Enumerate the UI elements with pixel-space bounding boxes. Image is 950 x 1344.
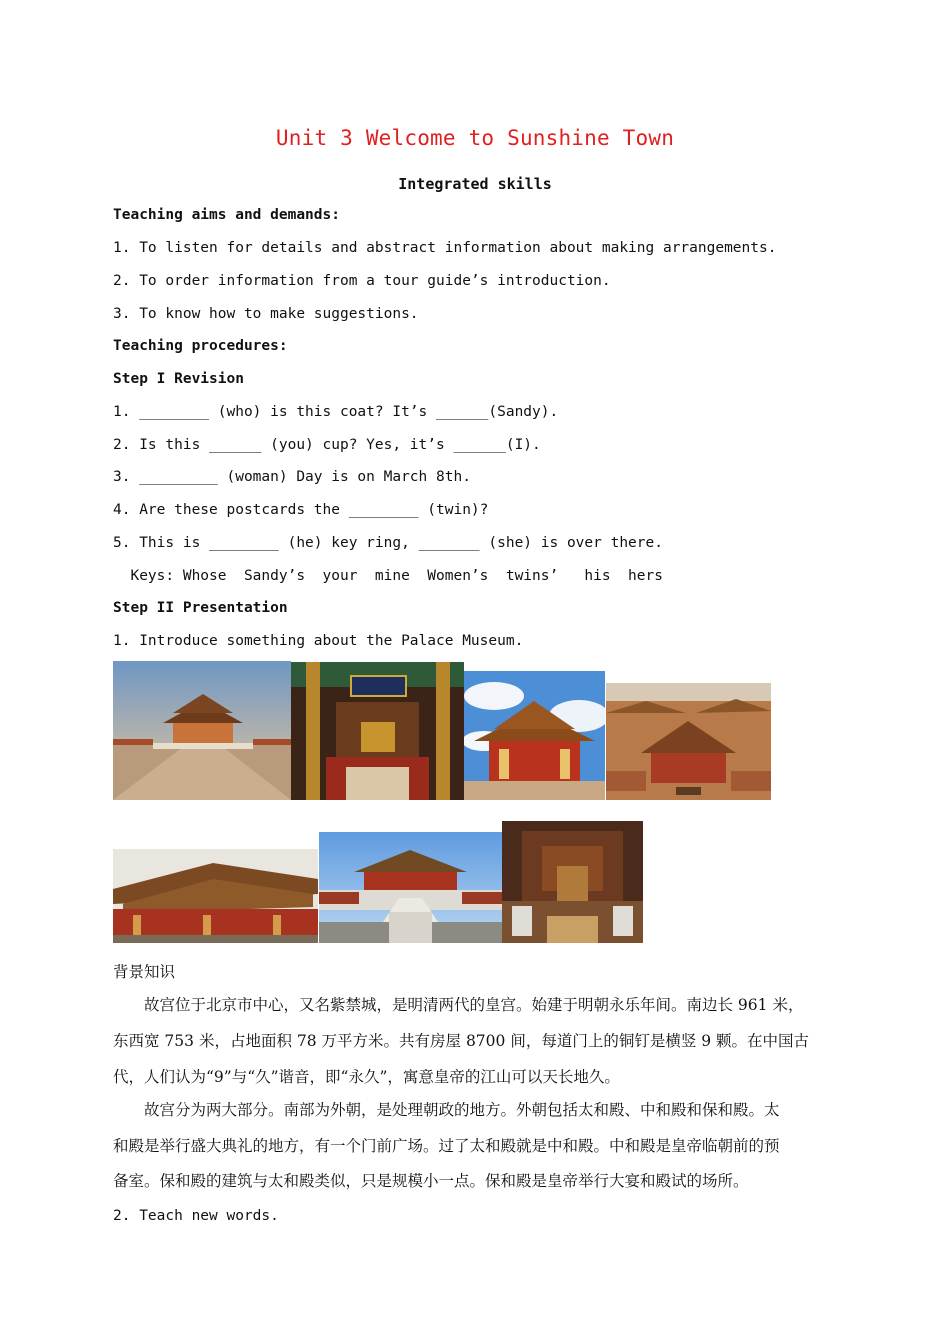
aim-item: 1. To listen for details and abstract information about making arrangements. <box>113 240 777 256</box>
step2-heading: Step II Presentation <box>113 600 288 616</box>
palace-photo-7 <box>502 821 643 943</box>
palace-photo-4 <box>606 683 771 800</box>
page-title: Unit 3 Welcome to Sunshine Town <box>275 126 675 150</box>
revision-item: 1. ________ (who) is this coat? It’s ______(Sandy). <box>113 404 559 420</box>
page-subtitle: Integrated skills <box>398 175 552 193</box>
presentation-item: 2. Teach new words. <box>113 1208 279 1224</box>
palace-photo-1 <box>113 661 291 800</box>
revision-item: 3. _________ (woman) Day is on March 8th. <box>113 469 471 485</box>
procedures-heading: Teaching procedures: <box>113 338 288 354</box>
paragraph-line: 故宫分为两大部分。南部为外朝，是处理朝政的地方。外朝包括太和殿、中和殿和保和殿。太 <box>113 1101 780 1119</box>
aims-heading: Teaching aims and demands: <box>113 207 340 223</box>
paragraph-line: 和殿是举行盛大典礼的地方，有一个门前广场。过了太和殿就是中和殿。中和殿是皇帝临朝前的预 <box>113 1137 780 1155</box>
revision-item: 5. This is ________ (he) key ring, _______ (she) is over there. <box>113 535 663 551</box>
step1-heading: Step I Revision <box>113 371 244 387</box>
background-heading: 背景知识 <box>113 963 176 981</box>
paragraph-line: 代，人们认为“9”与“久”谐音，即“永久”，寓意皇帝的江山可以天长地久。 <box>113 1068 620 1086</box>
paragraph-line: 东西宽 753 米，占地面积 78 万平方米。共有房屋 8700 间，每道门上的铜钉是横竖 9 颗。在中国古 <box>113 1032 810 1050</box>
presentation-item: 1. Introduce something about the Palace Museum. <box>113 633 524 649</box>
palace-photo-3 <box>464 671 605 800</box>
aim-item: 3. To know how to make suggestions. <box>113 306 419 322</box>
palace-photo-5 <box>113 849 318 943</box>
aim-item: 2. To order information from a tour guide’s introduction. <box>113 273 611 289</box>
answer-keys: Keys: Whose Sandy’s your mine Women’s twins’ his hers <box>113 568 663 584</box>
palace-photo-2 <box>291 662 464 800</box>
revision-item: 4. Are these postcards the ________ (twin)? <box>113 502 489 518</box>
palace-photo-6 <box>319 832 502 943</box>
paragraph-line: 备室。保和殿的建筑与太和殿类似，只是规模小一点。保和殿是皇帝举行大宴和殿试的场所。 <box>113 1172 749 1190</box>
revision-item: 2. Is this ______ (you) cup? Yes, it’s ______(I). <box>113 437 541 453</box>
paragraph-line: 故宫位于北京市中心，又名紫禁城，是明清两代的皇宫。始建于明朝永乐年间。南边长 961 米， <box>113 996 804 1014</box>
